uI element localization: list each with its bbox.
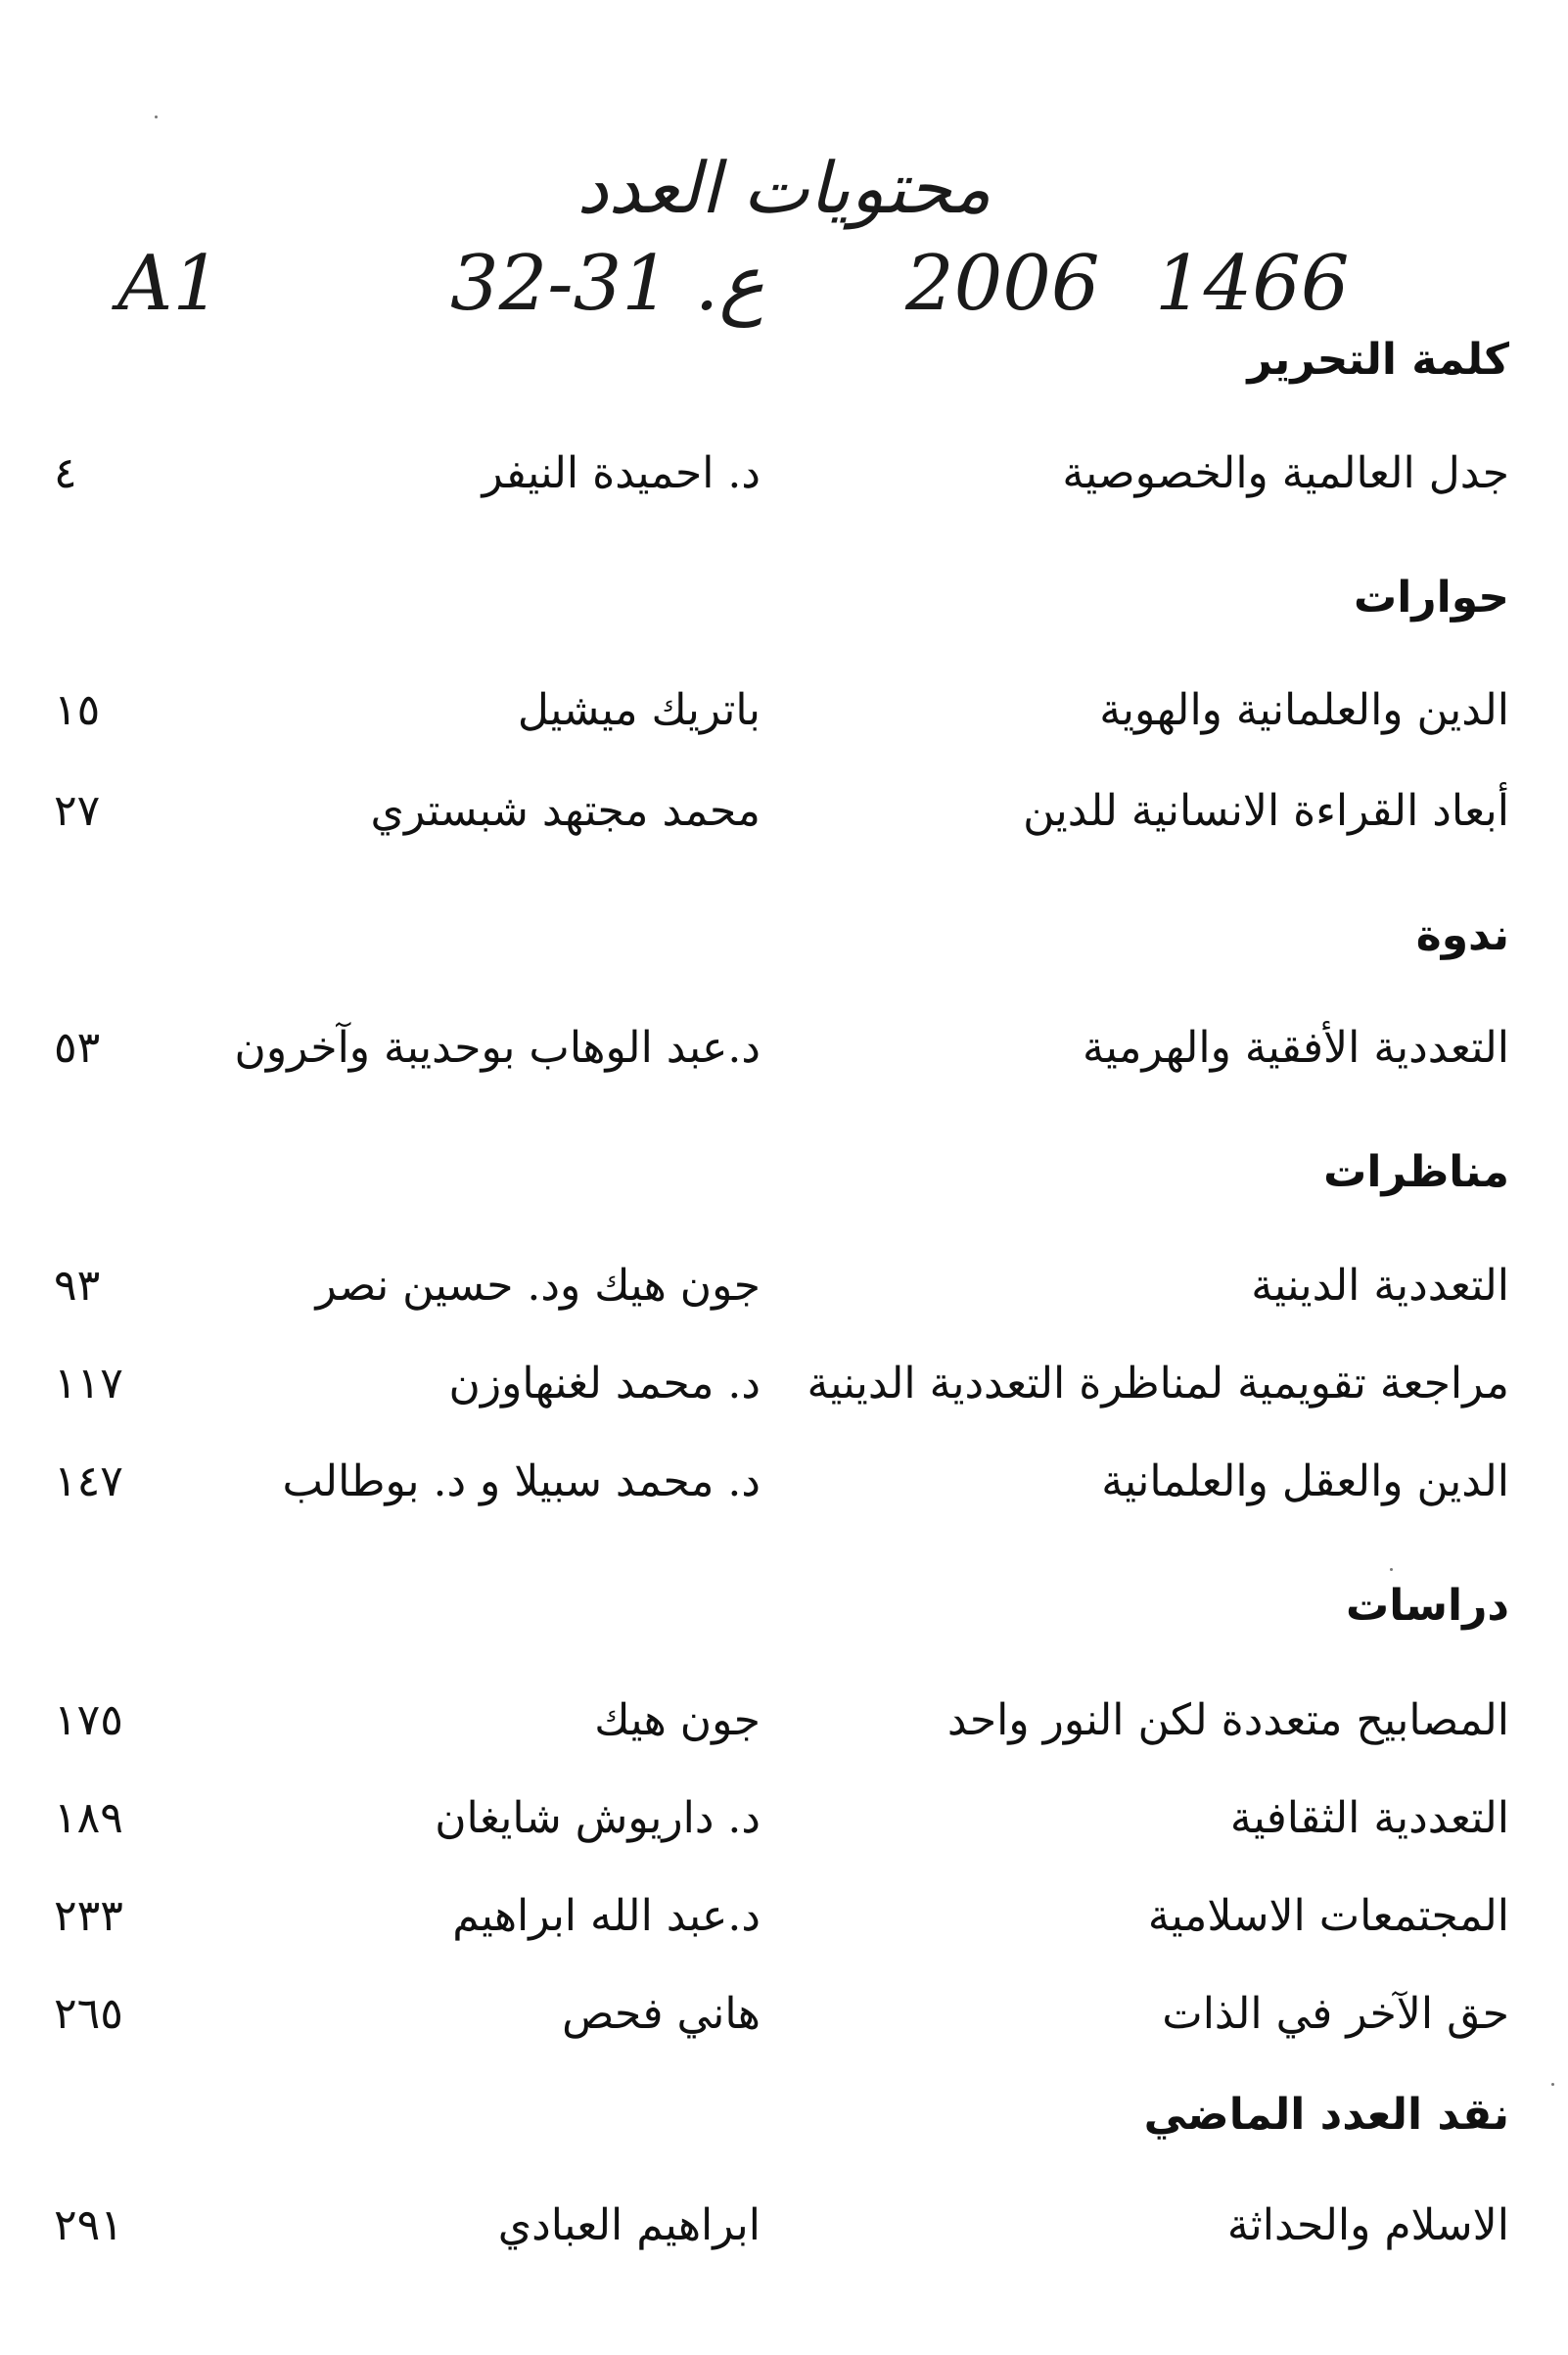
entry-title: التعددية الثقافية: [1229, 1793, 1509, 1843]
toc-entry: [0, 1023, 1568, 1091]
toc-entry: [0, 1261, 1568, 1329]
toc-entry: [0, 1695, 1568, 1764]
entry-page: ٩٣: [54, 1261, 101, 1311]
section-heading-symposium: ندوة: [1415, 910, 1509, 960]
entry-title: المصابيح متعددة لكن النور واحد: [946, 1695, 1509, 1745]
entry-title: مراجعة تقويمية لمناظرة التعددية الدينية: [807, 1359, 1509, 1408]
entry-author: محمد مجتهد شبستري: [370, 786, 761, 836]
entry-author: جون هيك: [594, 1695, 761, 1745]
entry-author: د. محمد سبيلا و د. بوطالب: [282, 1456, 761, 1506]
toc-entry: [0, 448, 1568, 517]
entry-page: ٤: [54, 448, 77, 498]
section-heading-editorial: كلمة التحرير: [1247, 335, 1509, 385]
toc-entry: [0, 1456, 1568, 1525]
toc-entry: [0, 1891, 1568, 1960]
entry-title: المجتمعات الاسلامية: [1147, 1891, 1509, 1941]
entry-title: التعددية الأفقية والهرمية: [1083, 1023, 1509, 1073]
entry-author: ابراهيم العبادي: [497, 2200, 761, 2250]
entry-author: د. داريوش شايغان: [435, 1793, 761, 1843]
entry-page: ٢٧: [54, 786, 101, 836]
entry-author: د.عبد الله ابراهيم: [452, 1891, 761, 1941]
catalog-note: [117, 240, 1390, 347]
toc-entry: [0, 2200, 1568, 2269]
entry-page: ٥٣: [54, 1023, 101, 1073]
catalog-year-hijri: 1466: [1155, 240, 1350, 328]
page-title: محتويات العدد: [576, 147, 992, 229]
catalog-code: A1: [117, 240, 221, 328]
entry-page: ٢٣٣: [54, 1891, 123, 1941]
section-heading-dialogues: حوارات: [1353, 573, 1509, 623]
entry-title: أبعاد القراءة الانسانية للدين: [1023, 786, 1509, 836]
entry-title: الدين والعقل والعلمانية: [1101, 1456, 1509, 1506]
entry-author: جون هيك ود. حسين نصر: [315, 1261, 761, 1311]
scan-speck: [1390, 1568, 1393, 1571]
entry-page: ١١٧: [54, 1359, 123, 1408]
section-heading-studies: دراسات: [1346, 1581, 1509, 1631]
entry-author: باتريك ميشيل: [517, 685, 761, 735]
catalog-issue: 32-31 .ع: [450, 240, 764, 328]
entry-page: ١٧٥: [54, 1695, 123, 1745]
toc-entry: [0, 685, 1568, 754]
section-heading-critique: نقد العدد الماضي: [1143, 2090, 1509, 2140]
entry-title: الاسلام والحداثة: [1226, 2200, 1509, 2250]
entry-author: د. احميدة النيفر: [482, 448, 761, 498]
entry-title: الدين والعلمانية والهوية: [1099, 685, 1509, 735]
entry-page: ١٤٧: [54, 1456, 123, 1506]
entry-page: ١٨٩: [54, 1793, 123, 1843]
entry-title: حق الآخر في الذات: [1162, 1989, 1509, 2039]
entry-author: د. محمد لغنهاوزن: [448, 1359, 761, 1408]
toc-entry: [0, 1989, 1568, 2057]
scan-speck: [155, 115, 158, 118]
entry-page: ١٥: [54, 685, 101, 735]
toc-entry: [0, 1359, 1568, 1427]
scan-speck: [1551, 2083, 1554, 2086]
toc-entry: [0, 1793, 1568, 1862]
toc-entry: [0, 786, 1568, 854]
entry-title: التعددية الدينية: [1251, 1261, 1509, 1311]
entry-author: د.عبد الوهاب بوحديبة وآخرون: [234, 1023, 761, 1073]
entry-page: ٢٩١: [54, 2200, 123, 2250]
catalog-year-gregorian: 2006: [905, 240, 1100, 328]
entry-page: ٢٦٥: [54, 1989, 123, 2039]
entry-author: هاني فحص: [562, 1989, 761, 2039]
section-heading-debates: مناظرات: [1323, 1147, 1509, 1197]
entry-title: جدل العالمية والخصوصية: [1062, 448, 1509, 498]
